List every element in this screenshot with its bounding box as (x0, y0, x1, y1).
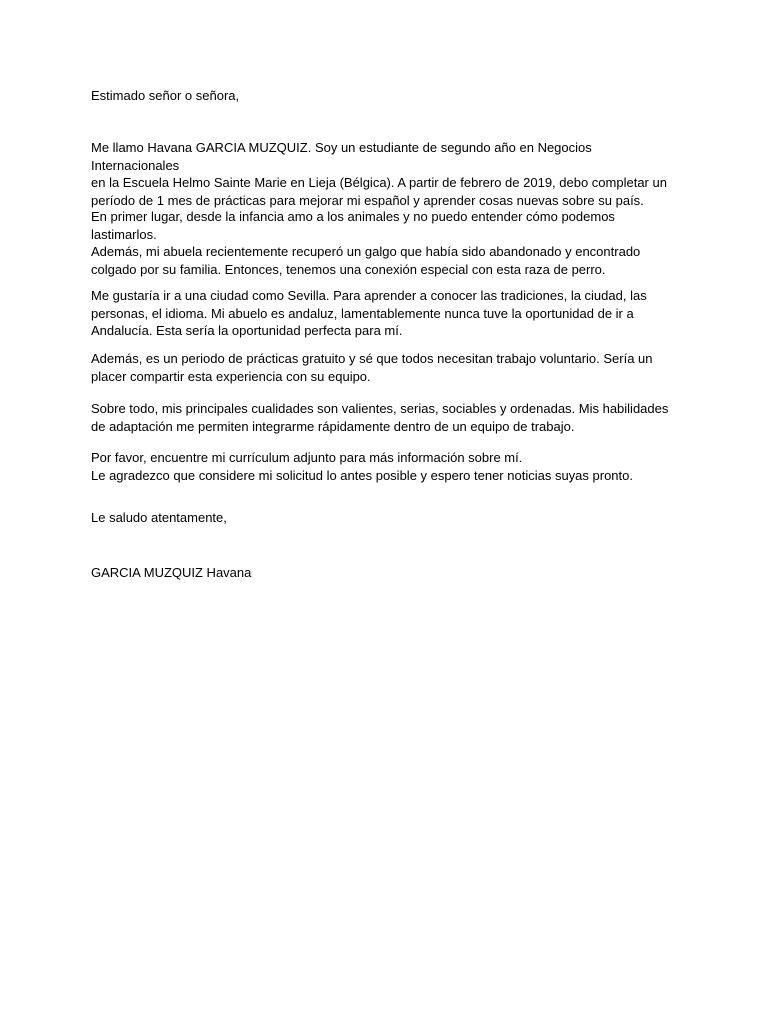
text-line: Además, mi abuela recientemente recuperó un galgo que había sido abandonado y encontrado (91, 244, 641, 259)
paragraph-internship-terms (91, 350, 681, 385)
text-line: personas, el idioma. Mi abuelo es andaluz, lamentablemente nunca tuve la oportunidad de ir a (91, 305, 634, 321)
signature: GARCIA MUZQUIZ Havana (91, 565, 252, 580)
greeting: Estimado señor o señora, (91, 88, 240, 103)
text-line: período de 1 mes de prácticas para mejorar mi español y aprender cosas nuevas sobre su país. (91, 192, 644, 208)
paragraph-request (91, 449, 681, 484)
text-line: Me gustaría ir a una ciudad como Sevilla. Para aprender a conocer las tradiciones, la ciudad, las (91, 288, 647, 303)
text-line: en la Escuela Helmo Sainte Marie en Lieja (Bélgica). A partir de febrero de 2019, debo completar un (91, 175, 667, 190)
paragraph-qualities (91, 400, 681, 435)
text-line: colgado por su familia. Entonces, tenemos una conexión especial con esta raza de perro. (91, 261, 606, 277)
text-line: Andalucía. Esta sería la oportunidad perfecta para mí. (91, 323, 403, 338)
paragraph-introduction (91, 139, 681, 209)
text-line: de adaptación me permiten integrarme rápidamente dentro de un equipo de trabajo. (91, 418, 575, 434)
text-line: Por favor, encuentre mi currículum adjunto para más información sobre mí. (91, 450, 523, 465)
text-line: Sobre todo, mis principales cualidades son valientes, serias, sociables y ordenadas. Mis habilidades (91, 401, 669, 416)
closing: Le saludo atentamente, (91, 510, 227, 525)
paragraph-city-preference (91, 287, 681, 340)
text-line: placer compartir esta experiencia con su equipo. (91, 368, 371, 384)
text-line: Además, es un periodo de prácticas gratuito y sé que todos necesitan trabajo voluntario. Sería un (91, 351, 653, 366)
text-line: lastimarlos. (91, 226, 157, 242)
text-line: Me llamo Havana GARCIA MUZQUIZ. Soy un estudiante de segundo año en Negocios Internacionales (91, 140, 592, 173)
paragraph-motivation-animals (91, 208, 681, 278)
text-line: En primer lugar, desde la infancia amo a los animales y no puedo entender cómo podemos (91, 209, 615, 224)
text-line: Le agradezco que considere mi solicitud lo antes posible y espero tener noticias suyas pronto. (91, 467, 633, 483)
